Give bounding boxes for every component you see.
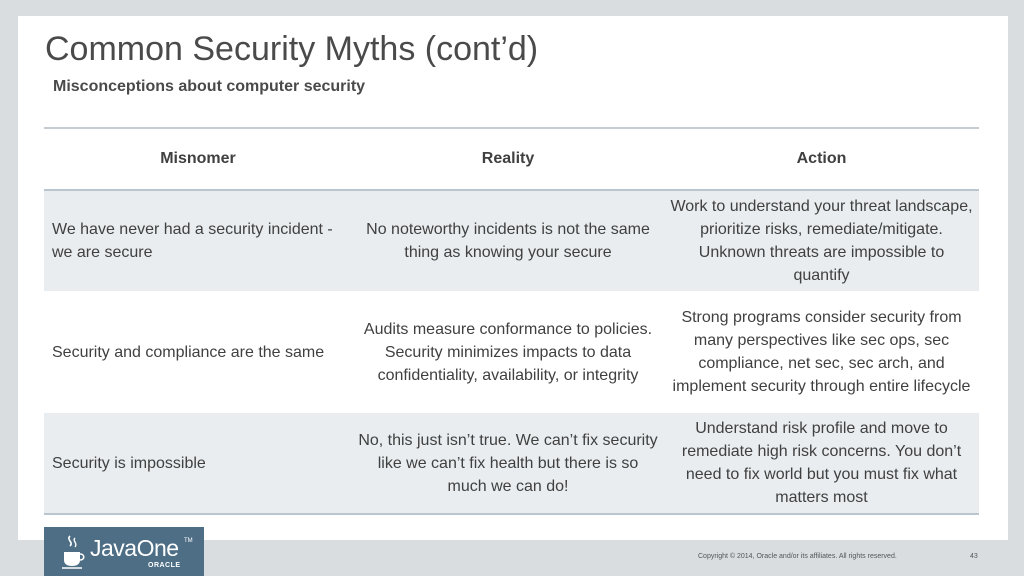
slide — [18, 16, 1008, 540]
logo-oracle: ORACLE — [148, 561, 181, 569]
header-reality: Reality — [352, 128, 664, 190]
slide-title: Common Security Myths (cont’d) — [45, 30, 539, 68]
misnomer-cell: Security is impossible — [44, 413, 352, 514]
page-number: 43 — [970, 553, 978, 560]
logo-name: JavaOne — [90, 534, 179, 561]
myths-table — [44, 127, 979, 515]
reality-cell: No noteworthy incidents is not the same thing as knowing your secure — [352, 190, 664, 291]
logo-text — [90, 532, 193, 572]
action-cell: Work to understand your threat landscape, prioritize risks, remediate/mitigate. Unknown threats are impossible to quantify — [664, 190, 979, 291]
copyright-notice: Copyright © 2014, Oracle and/or its affiliates. All rights reserved. — [698, 553, 897, 560]
logo-trademark: TM — [184, 537, 193, 544]
table-header-row — [44, 128, 979, 190]
header-misnomer: Misnomer — [44, 128, 352, 190]
table-row — [44, 291, 979, 413]
java-coffee-cup-icon — [60, 534, 86, 570]
javaone-logo — [44, 527, 204, 576]
table-row — [44, 190, 979, 291]
misnomer-cell: Security and compliance are the same — [52, 343, 325, 361]
action-cell: Understand risk profile and move to remediate high risk concerns. You don’t need to fix world but you must fix what matters most — [664, 413, 979, 514]
reality-cell: Audits measure conformance to policies. Security minimizes impacts to data confidentiality, availability, or integrity — [363, 320, 653, 384]
slide-subtitle: Misconceptions about computer security — [53, 78, 366, 95]
misnomer-cell: We have never had a security incident - we are secure — [44, 190, 352, 291]
action-cell: Strong programs consider security from many perspectives like sec ops, sec compliance, net sec, sec arch, and implement security through entire lifecycle — [672, 309, 971, 395]
reality-cell: No, this just isn’t true. We can’t fix security like we can’t fix health but there is so much we can do! — [352, 413, 664, 514]
header-action: Action — [664, 128, 979, 190]
table-row — [44, 413, 979, 514]
